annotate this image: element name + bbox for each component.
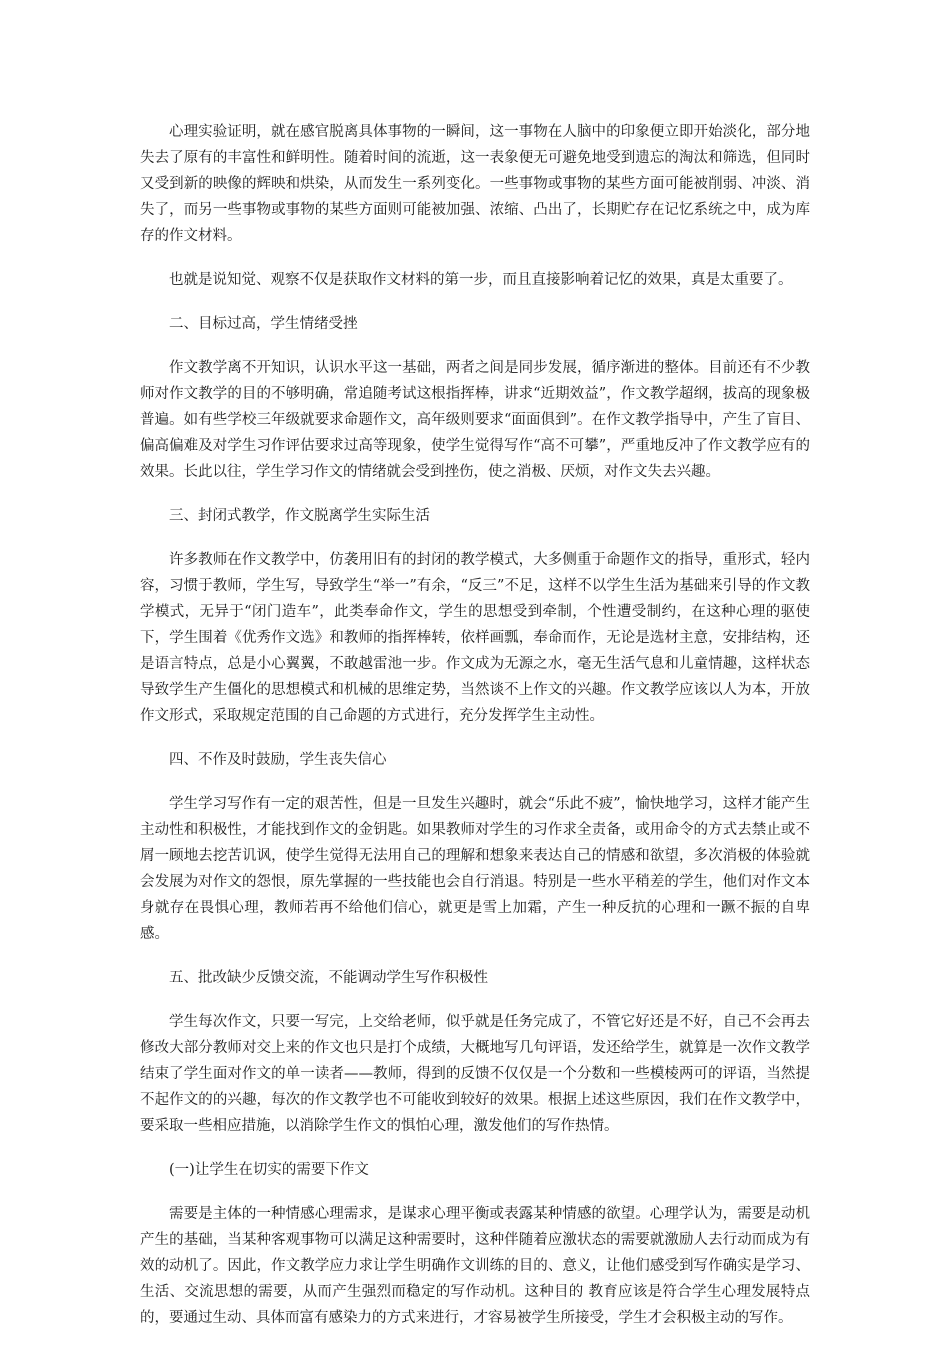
document-body [140,119,810,1349]
subsection-heading-1: (一)让学生在切实的需要下作文 [169,1162,369,1178]
section-heading-5: 五、批改缺少反馈交流，不能调动学生写作积极性 [169,970,488,986]
section-heading-3: 三、封闭式教学，作文脱离学生实际生活 [169,508,430,524]
section-heading-2: 二、目标过高，学生情绪受挫 [169,316,358,332]
section-heading-4: 四、不作及时鼓励，学生丧失信心 [169,752,387,768]
paragraph-section-2: 作文教学离不开知识，认识水平这一基础，两者之间是同步发展，循序渐进的整体。目前还有不少教师对作文教学的目的不够明确，常追随考试这根指挥棒，讲求“近期效益”，作文教学超纲，拔高的现象极普遍。如有些学校三年级就要求命题作文，高年级则要求“面面俱到”。在作文教学指导中，产生了盲目、偏高偏难及对学生习作评估要求过高等现象，使学生觉得写作“高不可攀”，严重地反冲了作文教学应有的效果。长此以往，学生学习作文的情绪就会受到挫伤，使之消极、厌烦，对作文失去兴趣。 [140,360,810,480]
paragraph-section-3: 许多教师在作文教学中，仿袭用旧有的封闭的教学模式，大多侧重于命题作文的指导，重形式，轻内容，习惯于教师，学生写，导致学生“举一”有余，“反三”不足，这样不以学生生活为基础来引导的作文教学模式，无异于“闭门造车”，此类奉命作文，学生的思想受到牵制，个性遭受制约，在这种心理的驱使下，学生围着《优秀作文选》和教师的指挥棒转，依样画瓢，奉命而作，无论是选材主意，安排结构，还是语言特点，总是小心翼翼，不敢越雷池一步。作文成为无源之水，毫无生活气息和儿童情趣，这样状态导致学生产生僵化的思想模式和机械的思维定势，当然谈不上作文的兴趣。作文教学应该以人为本，开放作文形式，采取规定范围的自己命题的方式进行，充分发挥学生主动性。 [140,552,810,724]
paragraph-observation-importance: 也就是说知觉、观察不仅是获取作文材料的第一步，而且直接影响着记忆的效果，真是太重要了。 [169,272,793,288]
paragraph-subsection-1: 需要是主体的一种情感心理需求，是谋求心理平衡或表露某种情感的欲望。心理学认为，需要是动机产生的基础，当某种客观事物可以满足这种需要时，这种伴随着应激状态的需要就激励人去行动而成为有效的动机了。因此，作文教学应力求让学生明确作文训练的目的、意义，让他们感受到写作确实是学习、生活、交流思想的需要，从而产生强烈而稳定的写作动机。这种目的 教育应该是符合学生心理发展特点的，要通过生动、具体而富有感染力的方式来进行，才容易被学生所接受，学生才会积极主动的写作。 [140,1206,810,1326]
paragraph-section-5: 学生每次作文，只要一写完，上交给老师，似乎就是任务完成了，不管它好还是不好，自己不会再去修改大部分教师对交上来的作文也只是打个成绩，大概地写几句评语，发还给学生，就算是一次作文教学结束了学生面对作文的单一读者——教师，得到的反馈不仅仅是一个分数和一些模棱两可的评语，当然提不起作文的的兴趣，每次的作文教学也不可能收到较好的效果。根据上述这些原因，我们在作文教学中，要采取一些相应措施，以消除学生作文的惧怕心理，激发他们的写作热情。 [140,1014,810,1134]
paragraph-memory-experiment: 心理实验证明，就在感官脱离具体事物的一瞬间，这一事物在人脑中的印象便立即开始淡化，部分地失去了原有的丰富性和鲜明性。随着时间的流逝，这一表象便无可避免地受到遗忘的淘汰和筛选，但同时又受到新的映像的辉映和烘染，从而发生一系列变化。一些事物或事物的某些方面可能被削弱、冲淡、消失了，而另一些事物或事物的某些方面则可能被加强、浓缩、凸出了，长期贮存在记忆系统之中，成为库存的作文材料。 [140,124,810,244]
paragraph-section-4: 学生学习写作有一定的艰苦性，但是一旦发生兴趣时，就会“乐此不疲”，愉快地学习，这样才能产生主动性和积极性，才能找到作文的金钥匙。如果教师对学生的习作求全责备，或用命令的方式去禁止或不屑一顾地去挖苦讥讽，使学生觉得无法用自己的理解和想象来表达自己的情感和欲望，多次消极的体验就会发展为对作文的怨恨，原先掌握的一些技能也会自行消退。特别是一些水平稍差的学生，他们对作文本身就存在畏惧心理，教师若再不给他们信心，就更是雪上加霜，产生一种反抗的心理和一蹶不振的自卑感。 [140,796,810,942]
